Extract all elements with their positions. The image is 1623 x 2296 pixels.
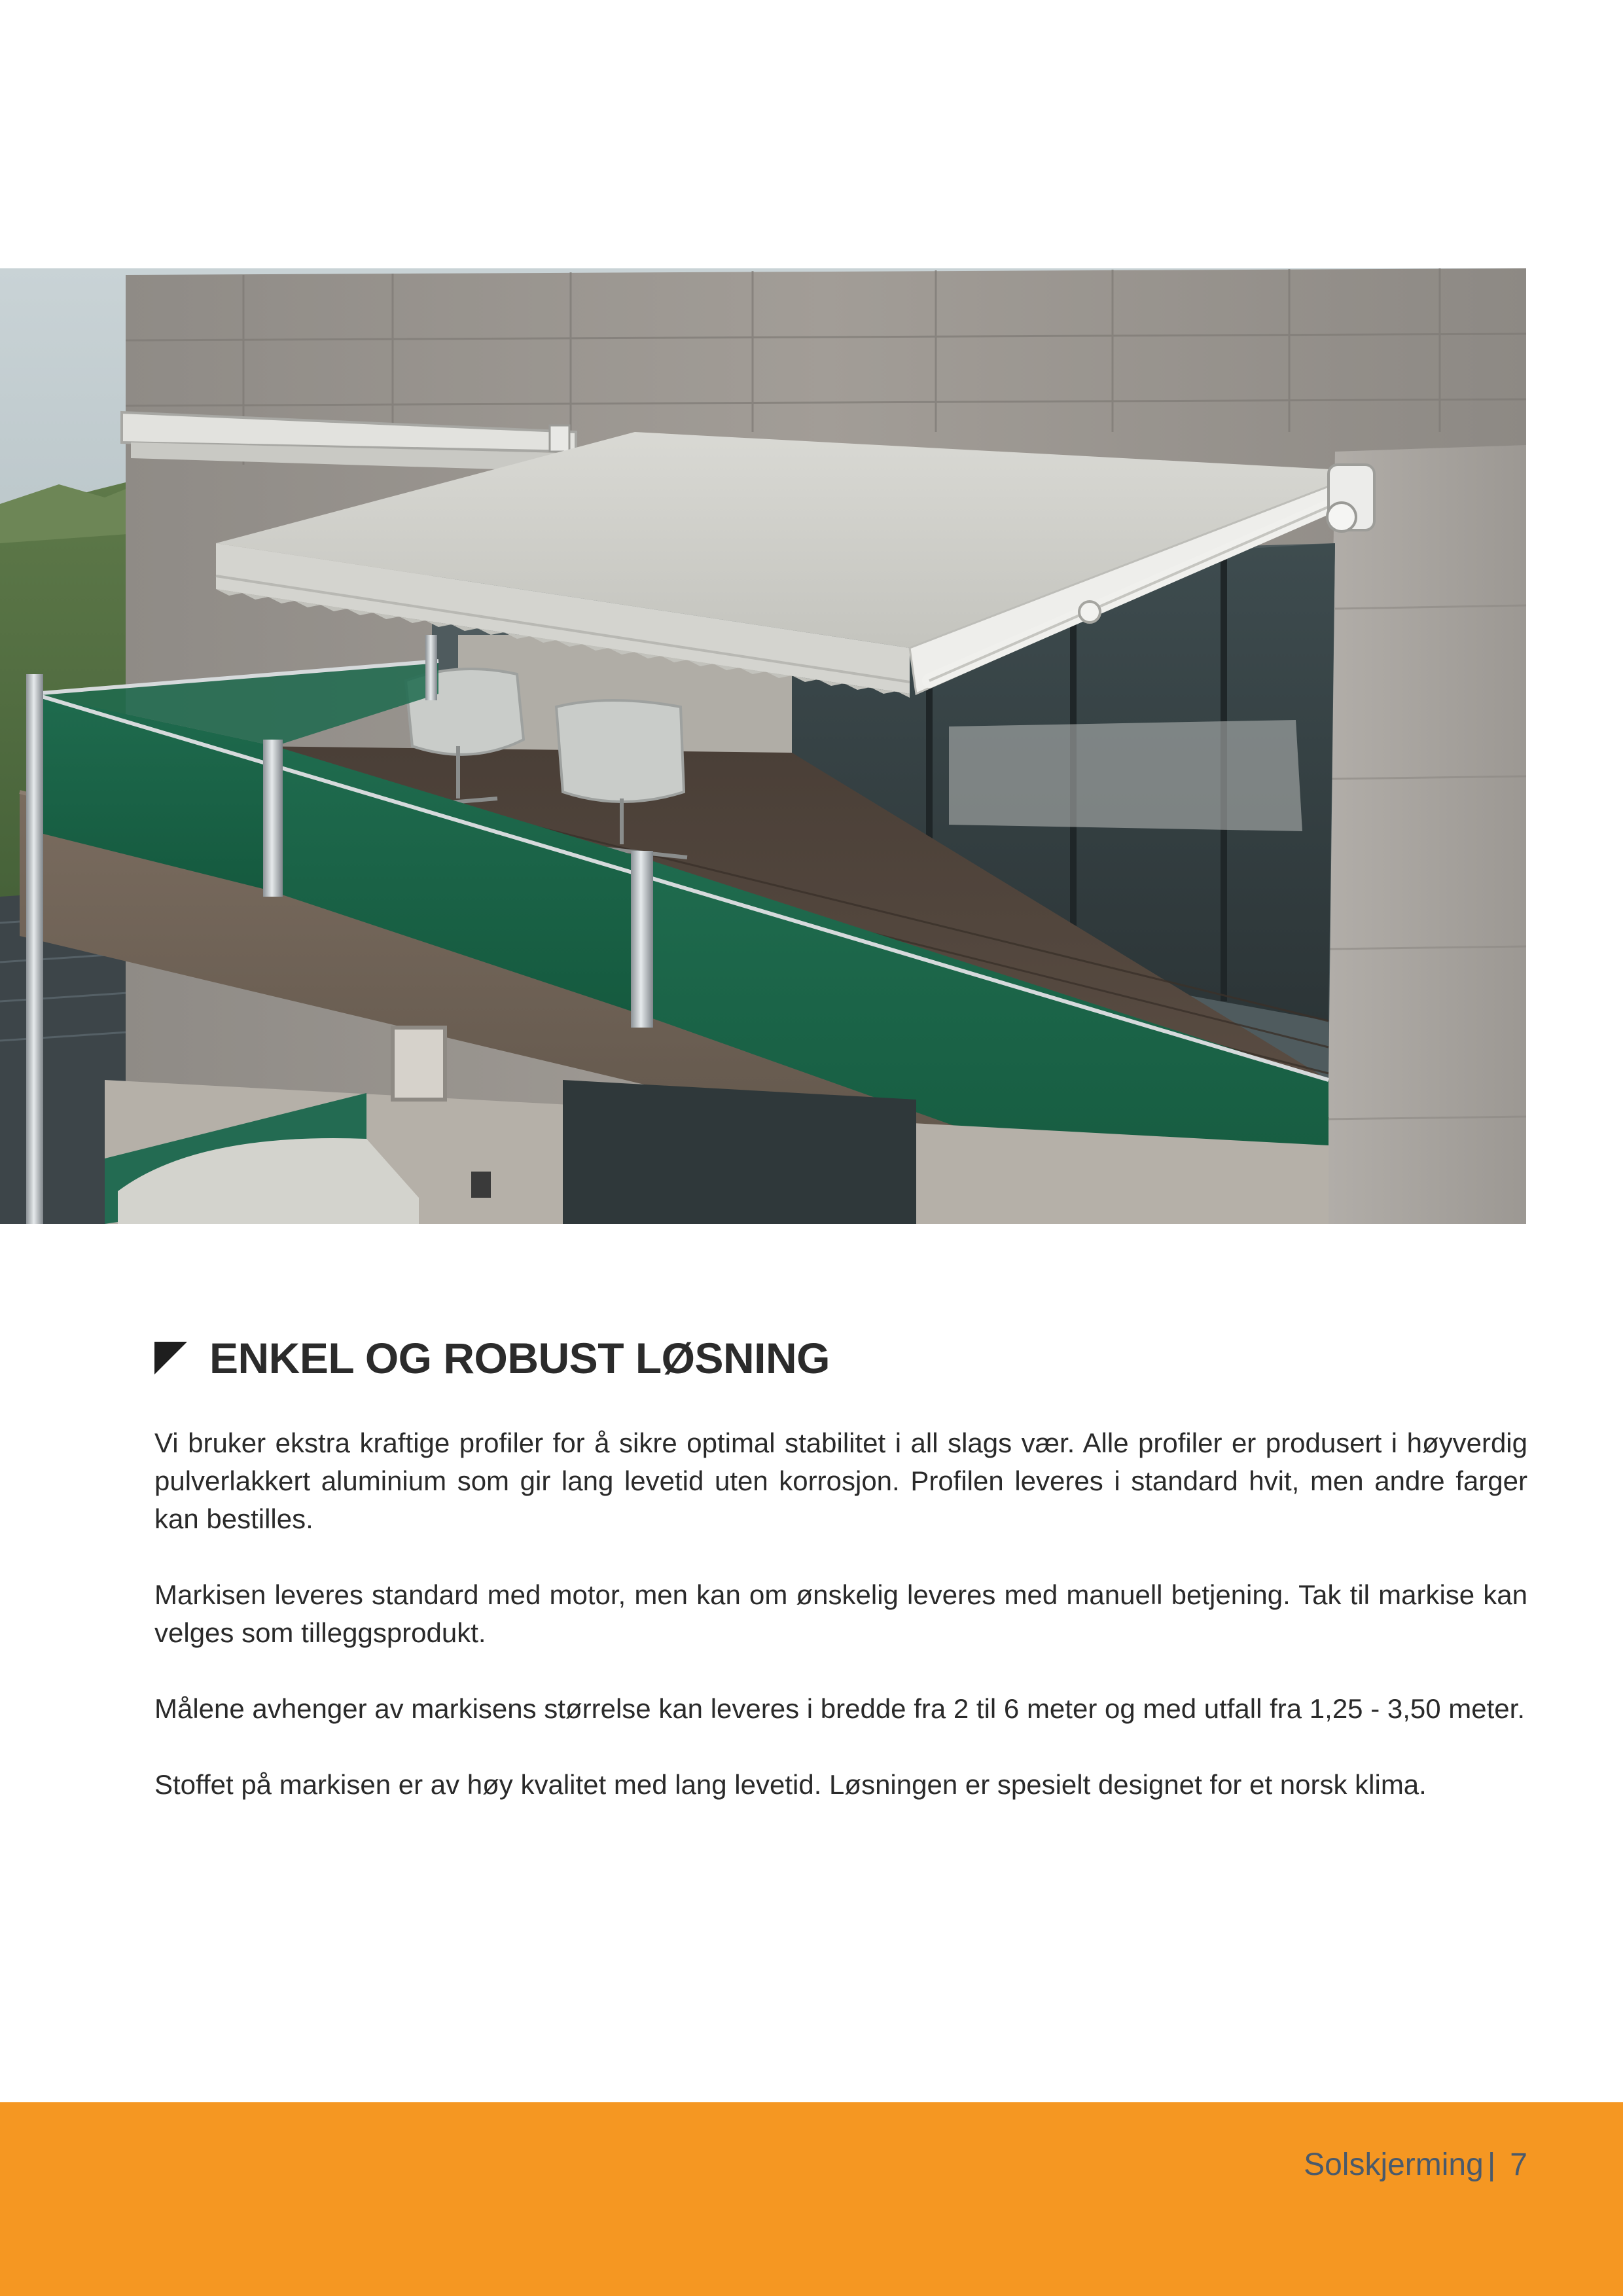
paragraph-fabric: Stoffet på markisen er av høy kvalitet med lang levetid. Løsningen er spesielt designet for et norsk klima. <box>154 1769 1427 1800</box>
paragraph-dimensions: Målene avhenger av markisens størrelse kan leveres i bredde fra 2 til 6 meter og med utfall fra 1,25 - 3,50 meter. <box>154 1693 1525 1724</box>
section-content <box>154 1322 1527 1804</box>
paragraph-motor: Markisen leveres standard med motor, men kan om ønskelig leveres med manuell betjening. Tak til markise kan velges som tilleggsprodukt. <box>154 1579 1527 1648</box>
section-heading: ENKEL OG ROBUST LØSNING <box>209 1334 830 1382</box>
footer-separator: | <box>1487 2147 1496 2182</box>
footer-section-name: Solskjerming <box>1304 2147 1484 2182</box>
footer-label <box>1304 2147 1527 2183</box>
triangle-marker-icon <box>154 1342 187 1374</box>
paragraph-profiles: Vi bruker ekstra kraftige profiler for å sikre optimal stabilitet i all slags vær. Alle profiler er produsert i høyverdig pulverlakkert aluminium som gir lang levetid uten korrosjon. Profilen leveres i standard hvit, men andre farger kan bestilles. <box>154 1427 1527 1534</box>
page-number: 7 <box>1510 2147 1527 2182</box>
heading-row <box>154 1322 1527 1394</box>
awning-photo-icon <box>0 268 1526 1224</box>
hero-image <box>0 268 1526 1224</box>
footer-band <box>0 2102 1623 2296</box>
